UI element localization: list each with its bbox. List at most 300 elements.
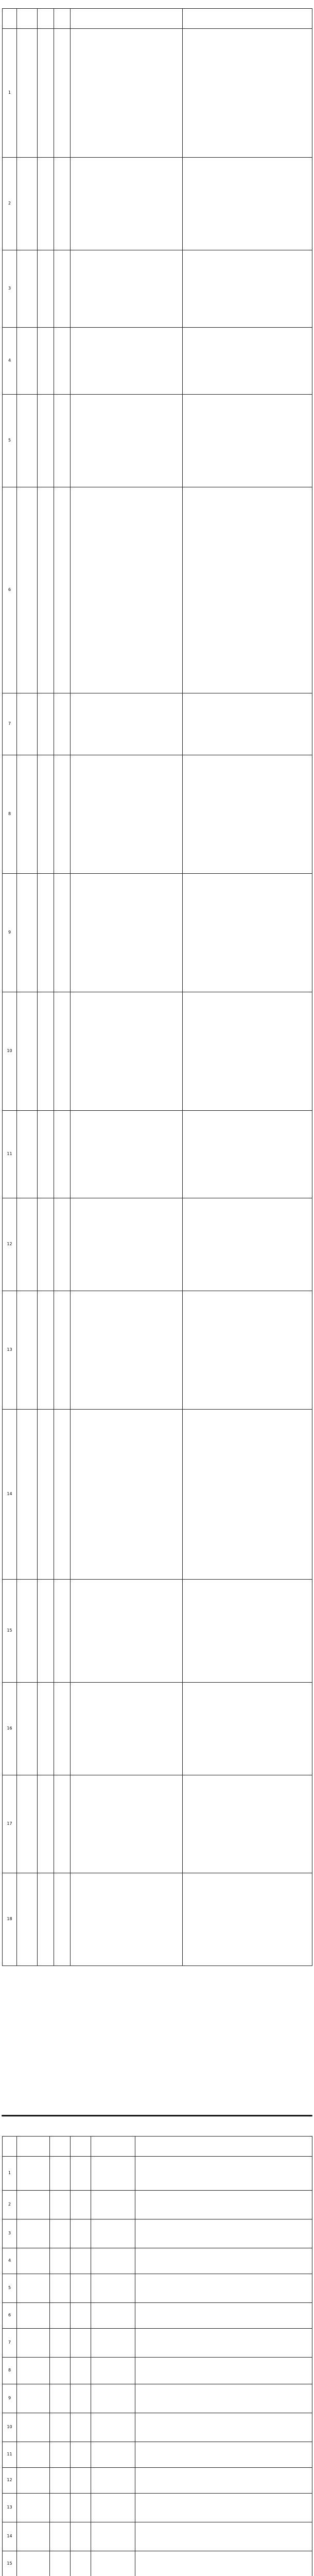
cell-area-text (72, 722, 181, 726)
cell-line-text (19, 1493, 36, 1497)
cell-area (91, 2494, 135, 2522)
cell-area (71, 1410, 183, 1580)
cell-end (71, 2274, 91, 2303)
cell-end-text (56, 91, 68, 95)
cell-end (71, 2157, 91, 2191)
cell-area-text (72, 588, 181, 592)
cell-users (183, 29, 312, 158)
cell-users-text (184, 202, 310, 206)
cell-no-text: 11 (7, 1151, 12, 1157)
cell-area (71, 1111, 183, 1198)
table-row (3, 1683, 312, 1775)
cell-end (54, 992, 71, 1111)
cell-end (54, 1873, 71, 1966)
cell-area (71, 1580, 183, 1683)
outage-table-b (2, 2136, 312, 2576)
cell-no (3, 250, 17, 328)
cell-start-text (51, 2203, 68, 2207)
cell-area-text (72, 359, 181, 363)
cell-users-text (137, 2369, 310, 2373)
cell-line (17, 2522, 50, 2551)
cell-no (3, 755, 17, 874)
cell-start-text (39, 588, 52, 592)
cell-end-text (56, 1629, 68, 1633)
cell-no-text: 4 (8, 2258, 11, 2263)
cell-users-text (137, 2259, 310, 2263)
table-row (3, 874, 312, 992)
cell-users (135, 2303, 312, 2329)
cell-end-text (56, 812, 68, 817)
cell-start (38, 1580, 54, 1683)
cell-no (3, 2384, 17, 2413)
cell-users (183, 487, 312, 693)
col-users (135, 2137, 312, 2157)
cell-line (17, 874, 38, 992)
cell-start-text (39, 359, 52, 363)
cell-users (135, 2442, 312, 2468)
cell-line-text (19, 1629, 36, 1633)
cell-line-text (19, 202, 36, 206)
table-row (3, 2522, 312, 2551)
cell-users-text (184, 1727, 310, 1731)
cell-end (54, 1580, 71, 1683)
cell-end-text (72, 2479, 89, 2483)
cell-end (71, 2329, 91, 2358)
cell-end (54, 1198, 71, 1291)
cell-start-text (51, 2479, 68, 2483)
cell-line (17, 2274, 50, 2303)
cell-end-text (56, 1727, 68, 1731)
cell-start (38, 1775, 54, 1873)
cell-no-text: 4 (8, 358, 11, 363)
cell-no-text: 1 (8, 2171, 11, 2176)
cell-line-text (19, 2341, 48, 2345)
cell-end-text (56, 287, 68, 291)
cell-users (135, 2522, 312, 2551)
cell-no-text: 8 (8, 2368, 11, 2373)
cell-line (17, 2329, 50, 2358)
cell-users-text (184, 1153, 310, 1157)
cell-end-text (56, 202, 68, 206)
cell-area (91, 2413, 135, 2442)
cell-no-text: 5 (8, 438, 11, 443)
cell-no (3, 395, 17, 487)
cell-line (17, 1580, 38, 1683)
cell-end-text (56, 1918, 68, 1922)
cell-no (3, 328, 17, 395)
cell-line-text (19, 1727, 36, 1731)
col-line (17, 2137, 50, 2157)
table-row (3, 2442, 312, 2468)
table-row (3, 1410, 312, 1580)
table-row (3, 29, 312, 158)
cell-area-text (72, 1153, 181, 1157)
cell-users-text (184, 91, 310, 95)
cell-line (17, 250, 38, 328)
cell-users-text (184, 1243, 310, 1247)
cell-area (91, 2219, 135, 2248)
table-row (3, 1873, 312, 1966)
cell-start (50, 2248, 71, 2274)
cell-start (38, 874, 54, 992)
cell-line (17, 1111, 38, 1198)
cell-users-text (137, 2426, 310, 2430)
cell-end-text (56, 588, 68, 592)
table-row (3, 1775, 312, 1873)
cell-end-text (72, 2453, 89, 2457)
cell-users-text (137, 2172, 310, 2176)
cell-users-text (137, 2506, 310, 2510)
cell-area (91, 2551, 135, 2576)
cell-users (183, 693, 312, 755)
cell-end (71, 2384, 91, 2413)
cell-area (71, 1291, 183, 1410)
cell-area-text (72, 812, 181, 817)
cell-area-text (72, 1918, 181, 1922)
cell-start-text (39, 1493, 52, 1497)
cell-no (3, 2303, 17, 2329)
cell-start-text (51, 2172, 68, 2176)
table-row (3, 1580, 312, 1683)
cell-line-text (19, 1348, 36, 1352)
cell-line (17, 1775, 38, 1873)
cell-users-text (137, 2397, 310, 2401)
cell-start (50, 2413, 71, 2442)
cell-users (183, 1198, 312, 1291)
cell-no-text: 10 (7, 1048, 12, 1054)
cell-end (54, 874, 71, 992)
cell-start-text (51, 2286, 68, 2291)
section-divider (2, 2115, 312, 2116)
cell-start-text (39, 1243, 52, 1247)
cell-start (50, 2522, 71, 2551)
cell-area (91, 2303, 135, 2329)
cell-users-text (184, 359, 310, 363)
table-row (3, 328, 312, 395)
cell-area-text (93, 2397, 133, 2401)
cell-no (3, 1111, 17, 1198)
cell-no (3, 2219, 17, 2248)
cell-line-text (19, 2314, 48, 2318)
table-row (3, 487, 312, 693)
cell-start-text (39, 1153, 52, 1157)
cell-no-text: 18 (7, 1917, 12, 1922)
cell-no-text: 3 (8, 2231, 11, 2236)
cell-users (135, 2219, 312, 2248)
cell-start-text (39, 439, 52, 443)
cell-end-text (72, 2506, 89, 2510)
cell-users (135, 2248, 312, 2274)
cell-start (50, 2468, 71, 2494)
cell-no (3, 693, 17, 755)
cell-users (183, 1683, 312, 1775)
cell-no-text: 1 (8, 90, 11, 95)
cell-start (50, 2358, 71, 2384)
col-area (71, 9, 183, 29)
cell-line (17, 2494, 50, 2522)
cell-no (3, 2413, 17, 2442)
cell-line (17, 487, 38, 693)
cell-area-text (93, 2506, 133, 2510)
cell-users (135, 2551, 312, 2576)
table-row (3, 1291, 312, 1410)
cell-start (38, 250, 54, 328)
cell-end-text (72, 2341, 89, 2345)
cell-users-text (137, 2314, 310, 2318)
cell-users-text (137, 2479, 310, 2483)
cell-area (91, 2274, 135, 2303)
cell-area (71, 158, 183, 250)
cell-users-text (184, 931, 310, 935)
table-row (3, 2551, 312, 2576)
cell-users-text (137, 2341, 310, 2345)
cell-users-text (184, 1493, 310, 1497)
col-start (50, 2137, 71, 2157)
cell-start (38, 395, 54, 487)
cell-no (3, 1775, 17, 1873)
cell-start (50, 2384, 71, 2413)
cell-no (3, 2358, 17, 2384)
cell-line-text (19, 2232, 48, 2236)
cell-start-text (51, 2369, 68, 2373)
table-header-a (3, 9, 312, 29)
cell-end-text (72, 2286, 89, 2291)
cell-end (54, 1410, 71, 1580)
cell-line (17, 29, 38, 158)
col-users (183, 9, 312, 29)
table-row (3, 1198, 312, 1291)
cell-users-text (137, 2535, 310, 2539)
cell-end (71, 2248, 91, 2274)
cell-users (183, 250, 312, 328)
cell-start-text (39, 91, 52, 95)
cell-users (183, 328, 312, 395)
cell-line (17, 1198, 38, 1291)
table-row (3, 2494, 312, 2522)
cell-end-text (56, 439, 68, 443)
cell-line (17, 1291, 38, 1410)
cell-end-text (72, 2232, 89, 2236)
cell-no (3, 1683, 17, 1775)
cell-no (3, 2468, 17, 2494)
cell-no (3, 1580, 17, 1683)
cell-users-text (184, 1049, 310, 1054)
cell-users-text (184, 1629, 310, 1633)
cell-area-text (93, 2341, 133, 2345)
cell-end-text (56, 931, 68, 935)
cell-users (183, 992, 312, 1111)
cell-line-text (19, 2562, 48, 2566)
cell-no (3, 1291, 17, 1410)
cell-end (54, 1291, 71, 1410)
cell-start-text (51, 2535, 68, 2539)
cell-users (183, 755, 312, 874)
cell-start-text (39, 1727, 52, 1731)
cell-users (183, 874, 312, 992)
cell-start (50, 2329, 71, 2358)
cell-line-text (19, 2286, 48, 2291)
cell-no-text: 7 (8, 721, 11, 726)
cell-area-text (93, 2453, 133, 2457)
cell-no (3, 2442, 17, 2468)
cell-line (17, 395, 38, 487)
cell-start (38, 693, 54, 755)
cell-users (183, 1580, 312, 1683)
cell-users (135, 2494, 312, 2522)
cell-no-text: 2 (8, 2202, 11, 2207)
cell-line-text (19, 359, 36, 363)
cell-no-text: 6 (8, 2313, 11, 2318)
cell-end-text (56, 1493, 68, 1497)
cell-area-text (72, 1629, 181, 1633)
cell-end-text (56, 1243, 68, 1247)
table-row (3, 158, 312, 250)
cell-start (50, 2274, 71, 2303)
cell-line-text (19, 2453, 48, 2457)
cell-end (71, 2494, 91, 2522)
cell-start-text (39, 202, 52, 206)
cell-area (71, 29, 183, 158)
cell-users (135, 2413, 312, 2442)
cell-area (71, 693, 183, 755)
cell-end-text (56, 722, 68, 726)
cell-area-text (72, 1348, 181, 1352)
cell-start (38, 1291, 54, 1410)
cell-area-text (93, 2426, 133, 2430)
cell-no-text: 15 (7, 2561, 12, 2566)
cell-end (54, 328, 71, 395)
cell-end (71, 2191, 91, 2219)
cell-line-text (19, 2259, 48, 2263)
cell-users-text (184, 812, 310, 817)
cell-users-text (184, 439, 310, 443)
cell-no-text: 15 (7, 1628, 12, 1633)
cell-end (54, 250, 71, 328)
cell-line-text (19, 722, 36, 726)
cell-line-text (19, 931, 36, 935)
cell-start (50, 2157, 71, 2191)
cell-area-text (93, 2286, 133, 2291)
cell-area (91, 2329, 135, 2358)
cell-area (91, 2384, 135, 2413)
table-header-b (3, 2137, 312, 2157)
cell-end-text (56, 359, 68, 363)
cell-start-text (39, 812, 52, 817)
cell-users-text (137, 2562, 310, 2566)
cell-line (17, 2157, 50, 2191)
table-row (3, 693, 312, 755)
cell-start-text (51, 2562, 68, 2566)
cell-line (17, 1410, 38, 1580)
table-row (3, 2274, 312, 2303)
cell-area (71, 992, 183, 1111)
cell-users-text (184, 287, 310, 291)
cell-area (71, 874, 183, 992)
cell-end (71, 2522, 91, 2551)
cell-no (3, 2522, 17, 2551)
table-row (3, 2248, 312, 2274)
cell-area-text (72, 1493, 181, 1497)
cell-users (183, 395, 312, 487)
cell-line (17, 2191, 50, 2219)
cell-start-text (51, 2506, 68, 2510)
cell-area-text (93, 2203, 133, 2207)
cell-area-text (72, 1049, 181, 1054)
cell-area-text (93, 2259, 133, 2263)
cell-line (17, 2358, 50, 2384)
cell-area-text (93, 2479, 133, 2483)
cell-line-text (19, 812, 36, 817)
cell-users (135, 2468, 312, 2494)
cell-end (54, 29, 71, 158)
cell-end (54, 1683, 71, 1775)
col-end (54, 9, 71, 29)
cell-start-text (51, 2341, 68, 2345)
cell-no (3, 1873, 17, 1966)
cell-line (17, 1683, 38, 1775)
cell-area-text (93, 2369, 133, 2373)
cell-area (91, 2248, 135, 2274)
cell-area (71, 328, 183, 395)
cell-area-text (72, 1822, 181, 1826)
cell-area-text (93, 2232, 133, 2236)
cell-start-text (39, 1629, 52, 1633)
cell-start (38, 1683, 54, 1775)
cell-start-text (39, 1348, 52, 1352)
cell-start (50, 2494, 71, 2522)
cell-start-text (51, 2453, 68, 2457)
cell-no-text: 2 (8, 201, 11, 206)
cell-line (17, 2413, 50, 2442)
table-row (3, 2384, 312, 2413)
cell-area-text (93, 2562, 133, 2566)
cell-end-text (72, 2562, 89, 2566)
cell-end (71, 2358, 91, 2384)
cell-start (38, 1410, 54, 1580)
cell-users (183, 1775, 312, 1873)
cell-end (71, 2219, 91, 2248)
col-area (91, 2137, 135, 2157)
cell-area (91, 2522, 135, 2551)
cell-area (91, 2157, 135, 2191)
cell-line (17, 328, 38, 395)
cell-area-text (72, 931, 181, 935)
table-row (3, 755, 312, 874)
cell-no (3, 1198, 17, 1291)
cell-line (17, 158, 38, 250)
cell-users-text (184, 1822, 310, 1826)
cell-line-text (19, 2479, 48, 2483)
cell-start (38, 1873, 54, 1966)
table-row (3, 395, 312, 487)
cell-area (71, 1873, 183, 1966)
cell-no-text: 10 (7, 2425, 12, 2430)
cell-line (17, 2384, 50, 2413)
cell-start (38, 158, 54, 250)
cell-line (17, 1873, 38, 1966)
cell-line-text (19, 1822, 36, 1826)
cell-start-text (39, 931, 52, 935)
table-row (3, 2303, 312, 2329)
cell-start-text (39, 1822, 52, 1826)
cell-no-text: 13 (7, 2505, 12, 2510)
cell-users-text (137, 2453, 310, 2457)
cell-users (135, 2274, 312, 2303)
cell-start-text (51, 2259, 68, 2263)
cell-no (3, 29, 17, 158)
cell-no-text: 9 (8, 930, 11, 935)
cell-no (3, 2248, 17, 2274)
